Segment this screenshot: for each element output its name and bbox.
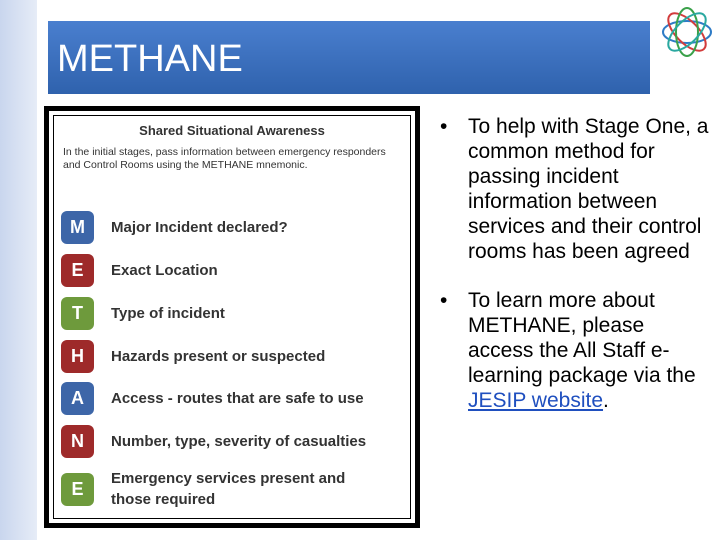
card-heading: Shared Situational Awareness (139, 123, 325, 138)
side-gradient-strip (0, 0, 37, 540)
methane-item (61, 425, 371, 458)
methane-mnemonic-card (44, 106, 420, 528)
letter-badge: A (61, 382, 94, 415)
letter-badge: E (61, 254, 94, 287)
letter-badge: H (61, 340, 94, 373)
methane-item (61, 297, 371, 330)
bullet-marker: • (440, 115, 448, 138)
methane-item (61, 468, 371, 510)
bullet-item (440, 114, 710, 264)
letter-badge: N (61, 425, 94, 458)
methane-item (61, 211, 371, 244)
item-label: Type of incident (111, 305, 225, 322)
bullet-list (440, 114, 710, 437)
bullet-text (468, 288, 710, 413)
methane-item (61, 340, 371, 373)
item-label: Number, type, severity of casualties (111, 433, 367, 450)
item-label: Major Incident declared? (111, 219, 288, 236)
letter-badge: T (61, 297, 94, 330)
item-label: Exact Location (111, 262, 218, 279)
bullet-text: To help with Stage One, a common method for passing incident information between services and their control rooms has been agreed (468, 115, 709, 263)
logo-icon (660, 5, 714, 59)
methane-item (61, 254, 371, 287)
jesip-website-link[interactable]: JESIP website (468, 389, 604, 412)
letter-badge: M (61, 211, 94, 244)
bullet-item (440, 288, 710, 413)
bullet-text-part: . (603, 389, 609, 412)
card-description: In the initial stages, pass information between emergency responders and Control Rooms using the METHANE mnemonic. (63, 146, 386, 171)
slide-title: METHANE (48, 21, 650, 94)
item-label: Access - routes that are safe to use (111, 390, 364, 407)
item-label: Emergency services present and those required (111, 470, 346, 508)
bullet-text-part: To learn more about METHANE, please access the All Staff e-learning package via the (468, 289, 696, 387)
methane-item (61, 382, 371, 415)
letter-badge: E (61, 473, 94, 506)
item-label: Hazards present or suspected (111, 348, 326, 365)
bullet-marker: • (440, 289, 448, 312)
